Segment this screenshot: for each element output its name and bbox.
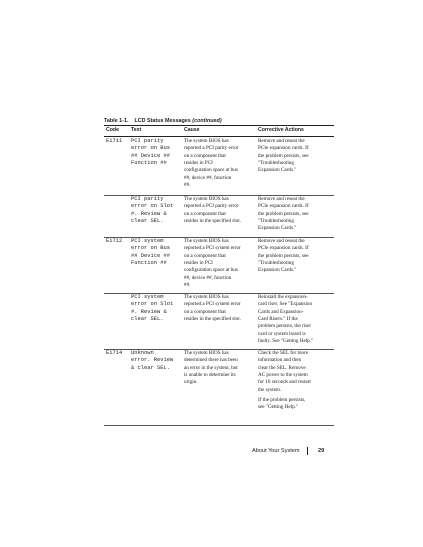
cause-line: resides in the specified slot. [184, 218, 241, 225]
cause-line: on a component that [184, 252, 226, 259]
action-line: PCIe expansion cards. If [258, 245, 309, 252]
action-line: Expansion Cards." [258, 225, 297, 232]
text-line: PCI system [131, 294, 164, 300]
footer-section-title: About Your System [252, 448, 300, 454]
table-row-1-code: E1711 [106, 138, 123, 144]
table-row-5-cause [184, 350, 238, 387]
text-line: clear SEL. [131, 316, 164, 323]
table-header-rule [104, 136, 334, 137]
row-divider [104, 349, 334, 350]
cause-line: reported a PCI system error [184, 301, 241, 308]
table-caption-continued: (continued) [192, 118, 222, 124]
action-line: "Troubleshooting [258, 260, 294, 267]
table-row-1-text [131, 138, 170, 167]
action-line: the system. [258, 386, 282, 393]
table-row-1-actions [258, 138, 309, 175]
action-line: card riser. See "Expansion [258, 301, 313, 308]
action-line: If the problem persists, [258, 397, 306, 404]
cause-line: ##, device ##, function [184, 274, 232, 281]
cause-line: determined there has been [184, 357, 238, 364]
cause-line: resides in the specified slot. [184, 316, 241, 323]
page-number: 29 [318, 448, 325, 454]
table-row-3-text [131, 238, 170, 267]
table-row-1-cause [184, 138, 239, 189]
action-line: Card Risers." If the [258, 316, 298, 323]
action-line: "Troubleshooting [258, 160, 294, 167]
text-line: error on Slot [131, 301, 174, 308]
text-line: PCI parity [131, 196, 164, 202]
table-caption-title: LCD Status Messages [134, 118, 191, 124]
table-row-3-cause [184, 238, 241, 289]
action-line: the problem persists, see [258, 210, 309, 217]
text-line: error on Slot [131, 203, 174, 210]
cause-line: on a component that [184, 210, 226, 217]
table-row-3-code: E1712 [106, 238, 123, 244]
text-line: clear SEL. [131, 218, 164, 225]
table-row-2-actions [258, 196, 309, 233]
cause-line: reported a PCI parity error [184, 203, 239, 210]
cause-line: reported a PCI system error [184, 245, 241, 252]
row-divider [104, 195, 334, 196]
text-line: Function ## [131, 160, 167, 167]
action-line: Expansion Cards." [258, 167, 297, 174]
cause-line: ##. [184, 182, 191, 189]
footer-separator [307, 447, 308, 455]
column-header-actions: Corrective Actions [258, 127, 304, 133]
action-line: information and then [258, 357, 302, 364]
cause-line: configuration space at bus [184, 167, 238, 174]
table-top-rule [104, 125, 334, 126]
table-row-4-text [131, 294, 173, 323]
text-line: error on Bus [131, 145, 171, 152]
text-line: & clear SEL. [131, 364, 171, 371]
cause-line: ##, device ##, function [184, 174, 232, 181]
action-line: the problem persists, see [258, 252, 309, 259]
action-line: PCIe expansion cards. If [258, 203, 309, 210]
action-line: AC power to the system [258, 372, 308, 379]
table-row-4-cause [184, 294, 241, 323]
cause-line: resides in PCI [184, 160, 213, 167]
cause-line: The system BIOS has [184, 294, 229, 300]
text-line: error. Review [131, 357, 174, 364]
action-line: Remove and reseat the [258, 196, 305, 202]
action-line: PCIe expansion cards. If [258, 145, 309, 152]
cause-line: The system BIOS has [184, 350, 229, 356]
action-line: for 10 seconds and restart [258, 379, 311, 386]
row-divider [104, 237, 334, 238]
text-line: Function ## [131, 260, 167, 267]
table-row-5-code: E1714 [106, 350, 123, 356]
action-line: problem persists, the riser [258, 323, 312, 330]
action-line: the problem persists, see [258, 152, 309, 159]
action-line: Cards and Expansion- [258, 308, 304, 315]
cause-line: The system BIOS has [184, 138, 229, 144]
table-row-2-text [131, 196, 173, 225]
action-line: see "Getting Help." [258, 404, 299, 411]
action-line: card or system board is [258, 330, 306, 337]
text-line: PCI system [131, 238, 164, 244]
cause-line: on a component that [184, 308, 226, 315]
text-line: #. Review & [131, 210, 167, 217]
cause-line: The system BIOS has [184, 196, 229, 202]
text-line: Unknown [131, 350, 154, 356]
text-line: ## Device ## [131, 152, 171, 159]
action-line: Check the SEL for more [258, 350, 309, 356]
cause-line: reported a PCI parity error [184, 145, 239, 152]
cause-line: ##. [184, 282, 191, 289]
table-caption-label: Table 1-1. [104, 118, 129, 124]
action-line: Reinstall the expansion- [258, 294, 308, 300]
row-divider [104, 293, 334, 294]
action-line: Expansion Cards." [258, 267, 297, 274]
table-row-5-actions [258, 350, 311, 412]
cause-line: resides in PCI [184, 260, 213, 267]
table-row-2-cause [184, 196, 241, 225]
column-header-code: Code [106, 127, 119, 133]
cause-line: is unable to determine its [184, 372, 236, 379]
column-header-cause: Cause [184, 127, 200, 133]
action-line: "Troubleshooting [258, 218, 294, 225]
cause-line: The system BIOS has [184, 238, 229, 244]
action-line: clear the SEL. Remove [258, 364, 306, 371]
action-line: Remove and reseat the [258, 138, 305, 144]
table-caption [104, 118, 222, 124]
column-header-text: Text [131, 127, 142, 133]
action-line: faulty. See "Getting Help." [258, 338, 314, 345]
table-row-4-actions [258, 294, 313, 345]
table-row-5-text [131, 350, 173, 372]
cause-line: on a component that [184, 152, 226, 159]
text-line: error on Bus [131, 245, 171, 252]
table-bottom-rule [104, 425, 334, 426]
cause-line: origin. [184, 379, 198, 386]
cause-line: configuration space at bus [184, 267, 238, 274]
text-line: PCI parity [131, 138, 164, 144]
cause-line: an error in the system, but [184, 364, 238, 371]
table-row-3-actions [258, 238, 309, 275]
action-line: Remove and reseat the [258, 238, 305, 244]
text-line: #. Review & [131, 308, 167, 315]
text-line: ## Device ## [131, 252, 171, 259]
